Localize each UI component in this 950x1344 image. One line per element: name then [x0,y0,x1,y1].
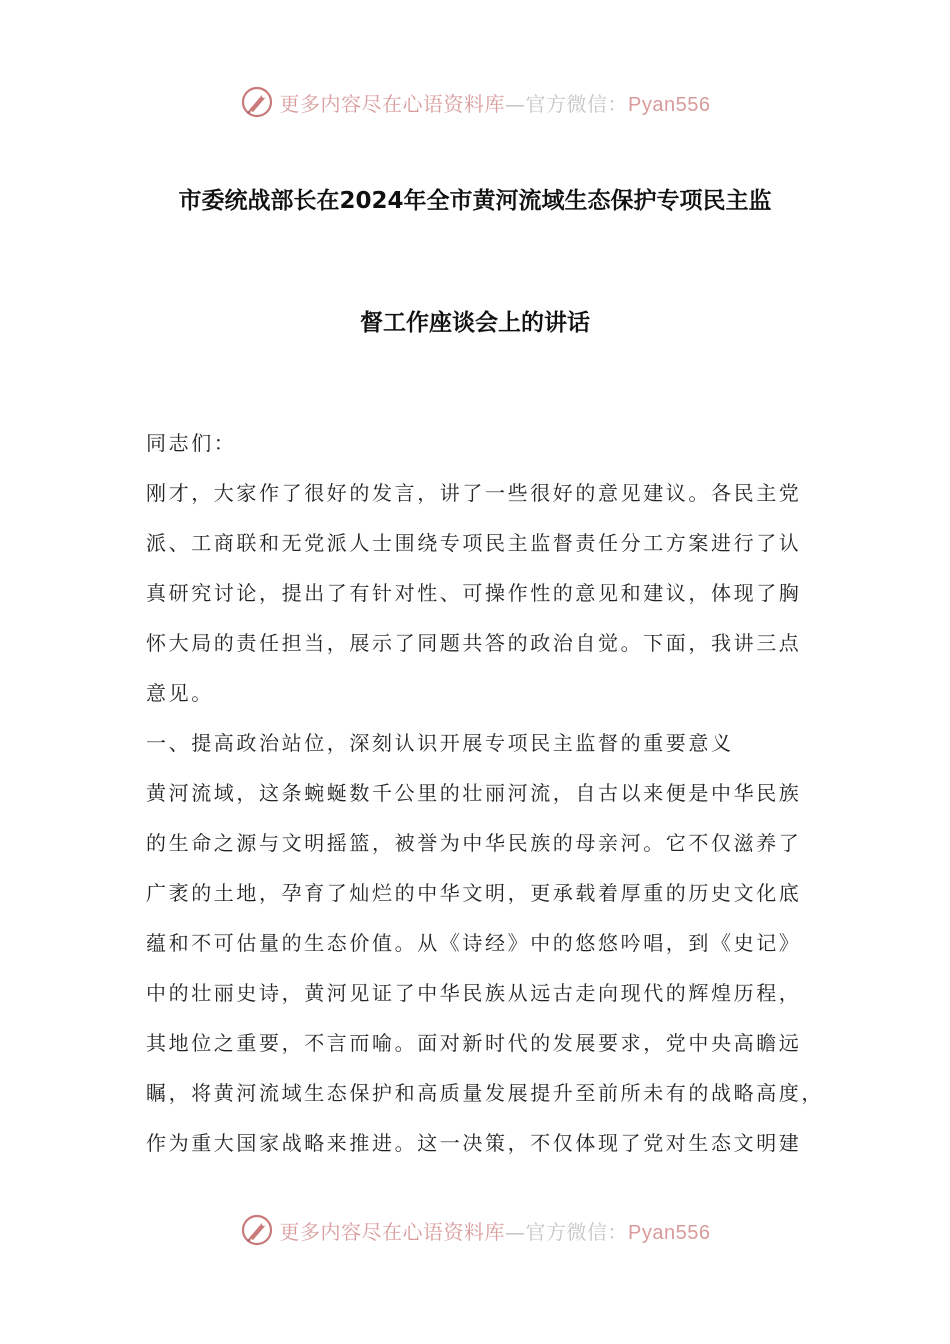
watermark-wechat-label: 官方微信： [525,91,629,116]
body-line: 意见。 [146,681,214,705]
watermark-brand: 更多内容尽在心语资料库 [279,91,506,116]
body-line: 瞩，将黄河流域生态保护和高质量发展提升至前所未有的战略高度， [146,1081,824,1105]
body-line: 真研究讨论，提出了有针对性、可操作性的意见和建议，体现了胸 [146,581,802,605]
body-line: 的生命之源与文明摇篮，被誉为中华民族的母亲河。它不仅滋养了 [146,831,802,855]
watermark-text [280,1216,711,1245]
document-title-line-2: 督工作座谈会上的讲话 [360,310,590,336]
document-title-line-1: 市委统战部长在2024年全市黄河流域生态保护专项民主监 [178,188,772,214]
body-line: 蕴和不可估量的生态价值。从《诗经》中的悠悠吟唱，到《史记》 [146,931,802,955]
body-line: 作为重大国家战略来推进。这一决策，不仅体现了党对生态文明建 [146,1131,802,1155]
body-line: 同志们： [146,431,237,455]
watermark-wechat-id: Pyan556 [628,1221,711,1244]
document-body [146,418,824,1168]
watermark-brand: 更多内容尽在心语资料库 [279,1219,506,1244]
footer-watermark [0,1210,950,1250]
pen-nib-logo-icon [240,85,274,119]
body-line: 黄河流域，这条蜿蜒数千公里的壮丽河流，自古以来便是中华民族 [146,781,802,805]
header-watermark [0,82,950,122]
body-line: 广袤的土地，孕育了灿烂的中华文明，更承载着厚重的历史文化底 [146,881,802,905]
body-line: 派、工商联和无党派人士围绕专项民主监督责任分工方案进行了认 [146,531,802,555]
watermark-text [280,88,711,117]
watermark-separator: — [505,1219,526,1244]
body-line: 其地位之重要，不言而喻。面对新时代的发展要求，党中央高瞻远 [146,1031,802,1055]
watermark-wechat-id: Pyan556 [628,93,711,116]
watermark-separator: — [505,91,526,116]
section-heading: 一、提高政治站位，深刻认识开展专项民主监督的重要意义 [146,731,734,755]
pen-nib-logo-icon [240,1213,274,1247]
body-line: 刚才，大家作了很好的发言，讲了一些很好的意见建议。各民主党 [146,481,802,505]
watermark-wechat-label: 官方微信： [525,1219,629,1244]
body-line: 怀大局的责任担当，展示了同题共答的政治自觉。下面，我讲三点 [146,631,802,655]
body-line: 中的壮丽史诗，黄河见证了中华民族从远古走向现代的辉煌历程， [146,981,802,1005]
